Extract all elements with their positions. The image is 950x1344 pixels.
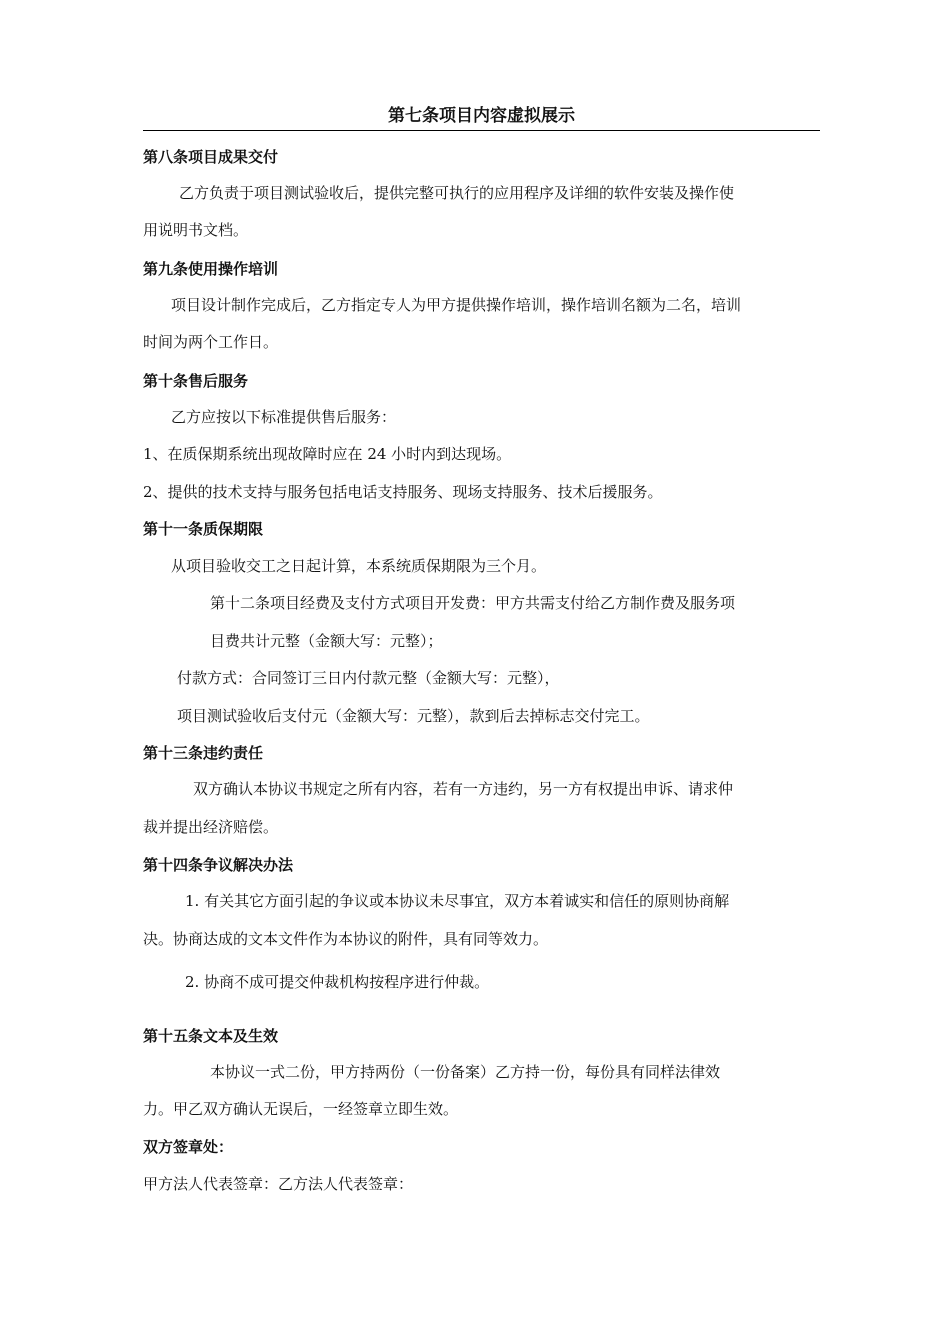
article-10-item: 2、提供的技术支持与服务包括电话支持服务、现场支持服务、技术后援服务。 bbox=[143, 483, 663, 501]
title-divider bbox=[143, 130, 820, 131]
article-12-payment: 项目测试验收后支付元（金额大写：元整），款到后去掉标志交付完工。 bbox=[177, 707, 650, 725]
article-11-heading: 第十一条质保期限 bbox=[143, 520, 264, 538]
article-13-text: 双方确认本协议书规定之所有内容，若有一方违约，另一方有权提出申诉、请求仲 bbox=[193, 780, 734, 798]
article-13-heading: 第十三条违约责任 bbox=[143, 744, 264, 762]
article-9-heading: 第九条使用操作培训 bbox=[143, 260, 279, 278]
article-15-text: 力。甲乙双方确认无误后，一经签章立即生效。 bbox=[143, 1100, 459, 1118]
article-11-text: 从项目验收交工之日起计算，本系统质保期限为三个月。 bbox=[171, 557, 547, 575]
article-14-heading: 第十四条争议解决办法 bbox=[143, 856, 294, 874]
article-13-text: 裁并提出经济赔偿。 bbox=[143, 818, 279, 836]
article-12-payment: 付款方式：合同签订三日内付款元整（金额大写：元整）， bbox=[177, 669, 560, 687]
article-14-text: 决。协商达成的文本文件作为本协议的附件，具有同等效力。 bbox=[143, 930, 549, 948]
article-15-heading: 第十五条文本及生效 bbox=[143, 1027, 279, 1045]
article-10-intro: 乙方应按以下标准提供售后服务： bbox=[171, 408, 397, 426]
article-12-text: 第十二条项目经费及支付方式项目开发费：甲方共需支付给乙方制作费及服务项 bbox=[210, 594, 736, 612]
article-10-heading: 第十条售后服务 bbox=[143, 372, 249, 390]
article-9-text: 项目设计制作完成后，乙方指定专人为甲方提供操作培训，操作培训名额为二名，培训 bbox=[171, 296, 742, 314]
article-15-text: 本协议一式二份，甲方持两份（一份备案）乙方持一份，每份具有同样法律效 bbox=[210, 1063, 721, 1081]
article-8-text: 用说明书文档。 bbox=[143, 221, 249, 239]
article-14-text: 1. 有关其它方面引起的争议或本协议未尽事宜，双方本着诚实和信任的原则协商解 bbox=[185, 892, 730, 910]
page-title: 第七条项目内容虚拟展示 bbox=[388, 106, 575, 126]
article-12-text: 目费共计元整（金额大写：元整）； bbox=[210, 632, 443, 650]
article-9-text: 时间为两个工作日。 bbox=[143, 333, 279, 351]
signature-line: 甲方法人代表签章：乙方法人代表签章： bbox=[143, 1175, 414, 1193]
signature-heading: 双方签章处： bbox=[143, 1138, 234, 1156]
article-8-text: 乙方负责于项目测试验收后，提供完整可执行的应用程序及详细的软件安装及操作使 bbox=[179, 184, 735, 202]
article-8-heading: 第八条项目成果交付 bbox=[143, 148, 279, 166]
article-10-item: 1、在质保期系统出现故障时应在 24 小时内到达现场。 bbox=[143, 445, 512, 463]
article-14-text: 2. 协商不成可提交仲裁机构按程序进行仲裁。 bbox=[185, 973, 490, 991]
